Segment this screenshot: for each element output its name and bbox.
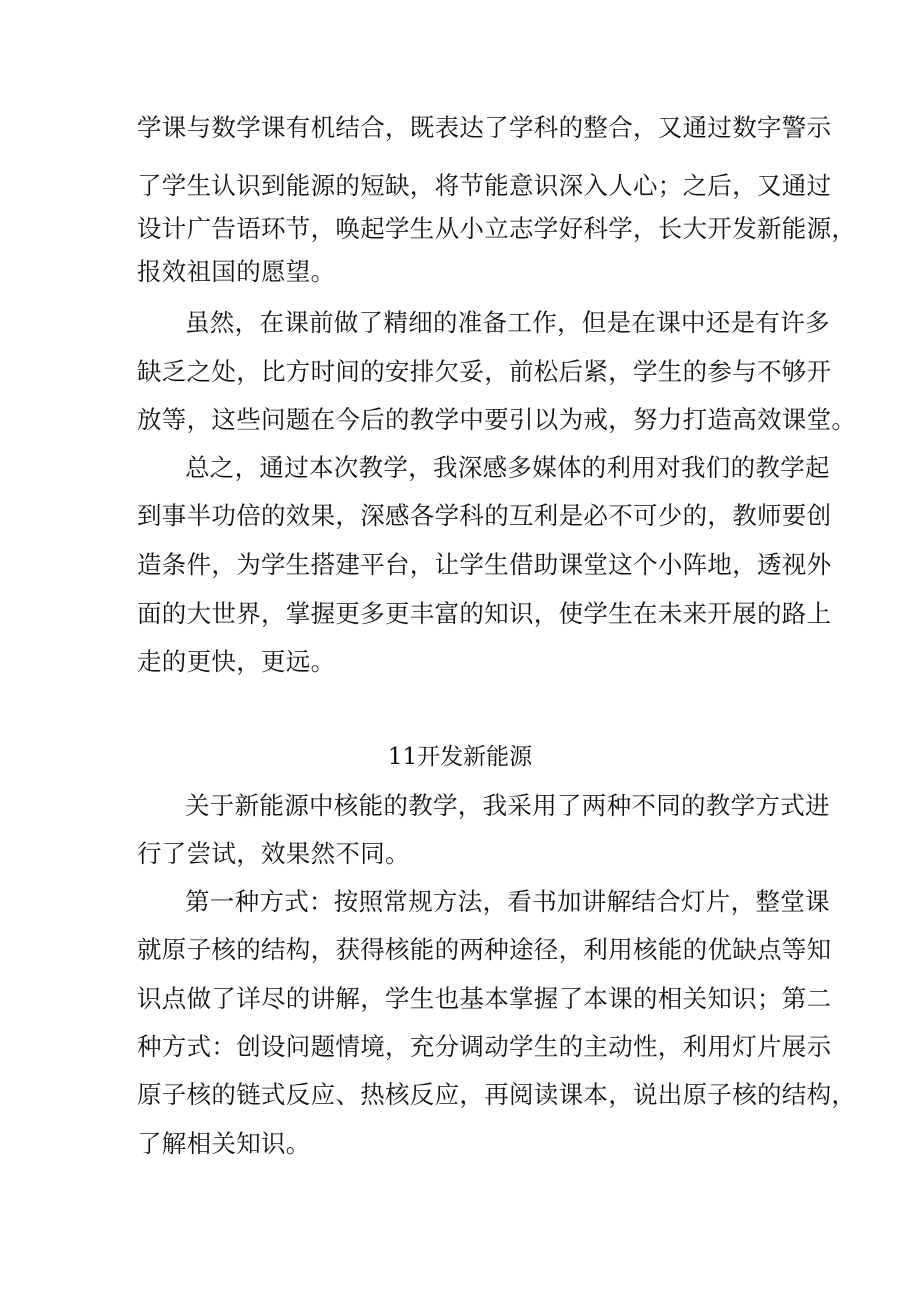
- text-line: 总之，通过本次教学，我深感多媒体的利用对我们的教学起: [185, 453, 830, 482]
- text-line: 原子核的链式反应、热核反应，再阅读课本，说出原子核的结构，: [137, 1080, 857, 1109]
- text-line: 行了尝试，效果然不同。: [137, 839, 410, 868]
- text-line: 缺乏之处，比方时间的安排欠妥，前松后紧，学生的参与不够开: [137, 357, 832, 386]
- text-line: 了学生认识到能源的短缺，将节能意识深入人心；之后，又通过: [137, 171, 832, 200]
- text-line: 识点做了详尽的讲解，学生也基本掌握了本课的相关知识；第二: [137, 984, 832, 1013]
- text-line: 第一种方式：按照常规方法，看书加讲解结合灯片，整堂课: [185, 887, 830, 916]
- text-line: 学课与数学课有机结合，既表达了学科的整合，又通过数字警示: [137, 113, 832, 142]
- text-line: 虽然，在课前做了精细的准备工作，但是在课中还是有许多: [185, 308, 830, 337]
- text-line: 种方式：创设问题情境，充分调动学生的主动性，利用灯片展示: [137, 1032, 832, 1061]
- text-line: 设计广告语环节，唤起学生从小立志学好科学，长大开发新能源，: [137, 214, 857, 243]
- text-line: 关于新能源中核能的教学，我采用了两种不同的教学方式进: [185, 791, 830, 820]
- text-line: 到事半功倍的效果，深感各学科的互利是必不可少的，教师要创: [137, 501, 832, 530]
- text-line: 面的大世界，掌握更多更丰富的知识，使学生在未来开展的路上: [137, 599, 832, 628]
- text-line: 就原子核的结构，获得核能的两种途径，利用核能的优缺点等知: [137, 935, 832, 964]
- text-line: 放等，这些问题在今后的教学中要引以为戒，努力打造高效课堂。: [137, 405, 857, 434]
- section-title: 11开发新能源: [387, 744, 533, 770]
- text-line: 了解相关知识。: [137, 1129, 311, 1158]
- text-line: 造条件，为学生搭建平台，让学生借助课堂这个小阵地，透视外: [137, 550, 832, 579]
- text-line: 报效祖国的愿望。: [137, 257, 336, 286]
- text-line: 走的更快，更远。: [137, 647, 336, 676]
